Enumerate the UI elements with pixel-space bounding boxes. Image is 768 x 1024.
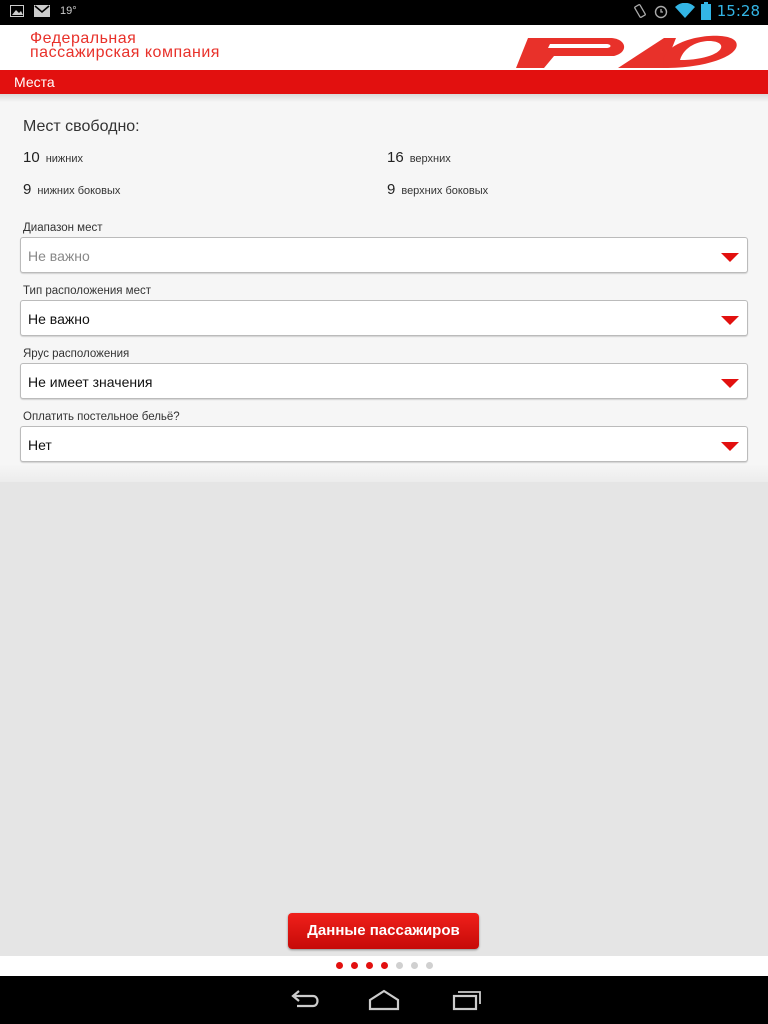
upper-side-seats-count [387,181,488,199]
page-dot [351,962,358,969]
lower-side-seats-label: нижних боковых [37,185,121,197]
screen-title: Места [0,70,768,94]
seat-placement-value: Не важно [28,311,90,327]
free-seats-heading: Мест свободно: [23,118,140,135]
battery-icon [701,2,711,20]
seat-range-select[interactable] [20,237,748,273]
bedding-value: Нет [28,437,52,453]
alarm-icon [653,3,669,19]
upper-side-seats-label: верхних боковых [401,185,489,197]
page-indicator [0,956,768,976]
bedding-label: Оплатить постельное бельё? [23,411,180,423]
page-dot [381,962,388,969]
tier-select[interactable] [20,363,748,399]
temperature: 19° [60,5,77,17]
seat-range-label: Диапазон мест [23,222,103,234]
upper-seats-number: 16 [387,149,404,166]
tier-value: Не имеет значения [28,374,153,390]
lower-side-seats-count [23,181,120,199]
seat-placement-label: Тип расположения мест [23,285,151,297]
seat-placement-select[interactable] [20,300,748,336]
upper-side-seats-number: 9 [387,181,396,198]
page-dot [336,962,343,969]
dropdown-arrow-icon [721,442,739,451]
home-icon[interactable] [364,988,404,1012]
dropdown-arrow-icon [721,253,739,262]
system-nav-bar [0,976,768,1024]
brand-name [30,32,220,60]
lower-seats-count [23,149,83,167]
lower-seats-label: нижних [45,153,83,165]
seat-options-panel [0,94,768,482]
wifi-icon [675,3,695,19]
bedding-select[interactable] [20,426,748,462]
dropdown-arrow-icon [721,316,739,325]
page-dots [336,962,433,969]
clock: 15:28 [716,2,760,20]
gmail-icon [34,5,50,17]
vibrate-icon [633,3,647,19]
lower-seats-number: 10 [23,149,40,166]
upper-seats-label: верхних [409,153,451,165]
passenger-data-button[interactable]: Данные пассажиров [288,913,479,949]
back-icon[interactable] [285,988,325,1012]
page-dot [366,962,373,969]
page-dot [396,962,403,969]
dropdown-arrow-icon [721,379,739,388]
status-bar [0,0,768,25]
tier-label: Ярус расположения [23,348,130,360]
page-dot [426,962,433,969]
page-dot [411,962,418,969]
brand-line-2: пассажирская компания [30,44,220,61]
image-icon [10,4,24,18]
seat-range-value: Не важно [28,248,90,264]
brand-line-1: Федеральная [30,30,137,47]
recent-apps-icon[interactable] [446,988,486,1012]
app-header [0,25,768,70]
rzd-logo [514,28,740,70]
lower-side-seats-number: 9 [23,181,32,198]
upper-seats-count [387,149,451,167]
